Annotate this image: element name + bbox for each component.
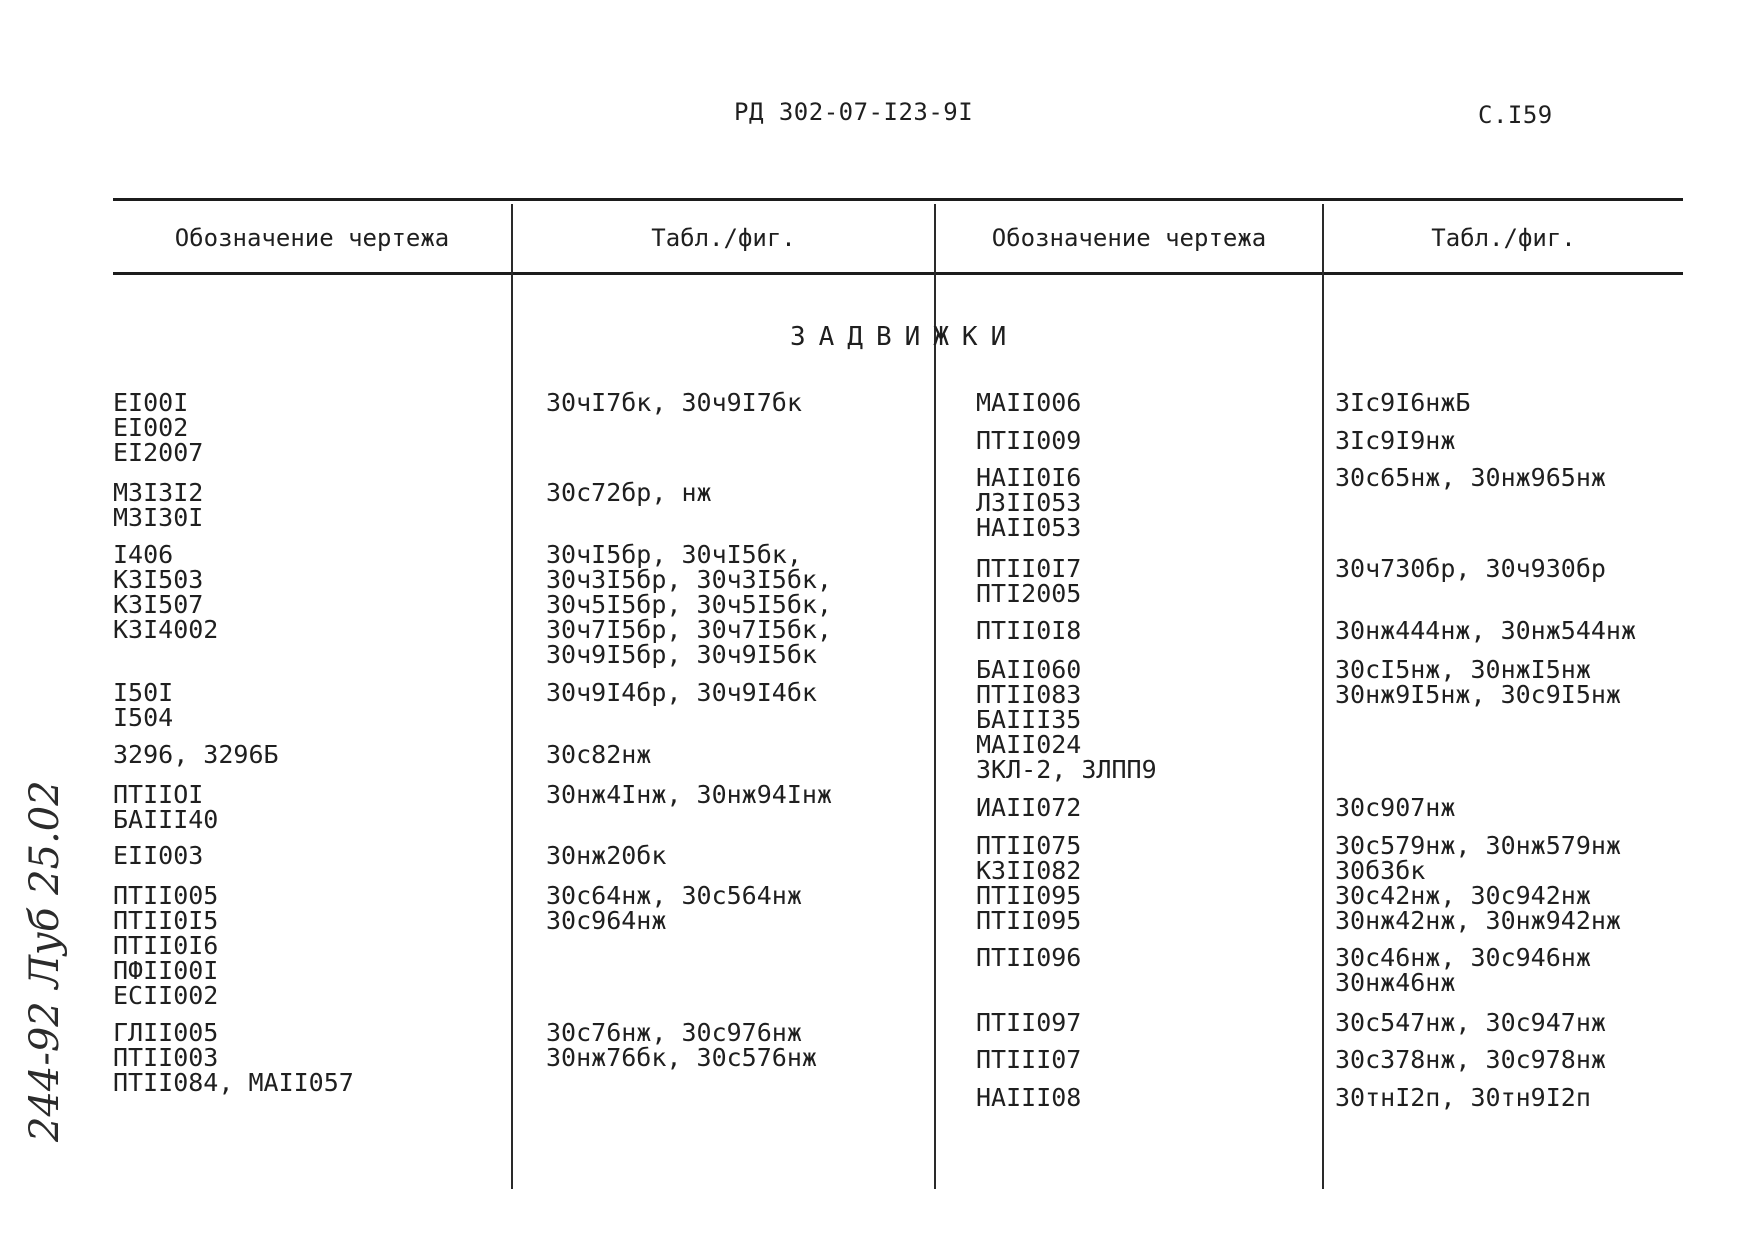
right-table-cell: 30с907нж bbox=[1335, 793, 1456, 822]
handwritten-margin-note: 244-92 Луб 25.02 bbox=[22, 780, 68, 1142]
left-designation-cell: ПТIIOI БАIII40 bbox=[113, 780, 219, 834]
right-designation-cell: НАII0I6 Л3II053 НАII053 bbox=[976, 463, 1082, 542]
right-table-cell: 30ч730бр, 30ч930бр bbox=[1335, 554, 1606, 583]
page-number: С.I59 bbox=[1478, 101, 1553, 129]
left-designation-cell: ГЛII005 ПТII003 ПТII084, MAII057 bbox=[113, 1018, 354, 1097]
left-table-cell: 30с76нж, 30с976нж 30нж76бк, 30с576нж bbox=[546, 1018, 817, 1072]
right-table-cell: 30с42нж, 30с942нж bbox=[1335, 881, 1591, 910]
left-table-cell: 30ч9I4бр, 30ч9I4бк bbox=[546, 678, 817, 707]
col-header-designation-left: Обозначение чертежа bbox=[174, 224, 450, 252]
left-table-cell: 30с82нж bbox=[546, 740, 652, 769]
left-designation-cell: I50I I504 bbox=[113, 678, 174, 732]
right-designation-cell: ПТIII07 bbox=[976, 1045, 1082, 1074]
right-designation-cell: НАIII08 bbox=[976, 1083, 1082, 1112]
left-designation-cell: 3296, 3296Б bbox=[113, 740, 279, 769]
left-table-cell: 30чI7бк, 30ч9I7бк bbox=[546, 388, 802, 417]
col-header-table-right: Табл./фиг. bbox=[1431, 224, 1576, 252]
right-table-cell: 30тнI2п, 30тн9I2п bbox=[1335, 1083, 1591, 1112]
right-table-cell: 30с579нж, 30нж579нж 30б3бк bbox=[1335, 831, 1621, 885]
col-header-designation-right: Обозначение чертежа bbox=[991, 224, 1267, 252]
right-table-cell: 30сI5нж, 30нжI5нж bbox=[1335, 655, 1591, 684]
left-table-cell: 30нж20бк bbox=[546, 841, 667, 870]
right-table-cell: 30с46нж, 30с946нж 30нж46нж bbox=[1335, 943, 1591, 997]
column-divider-3 bbox=[1322, 204, 1324, 1189]
right-table-cell: 3Iс9I9нж bbox=[1335, 426, 1456, 455]
table-top-rule bbox=[113, 198, 1683, 201]
right-designation-cell: ПТII009 bbox=[976, 426, 1082, 455]
left-designation-cell: EII003 bbox=[113, 841, 204, 870]
left-table-cell: 30нж4Iнж, 30нж94Iнж bbox=[546, 780, 832, 809]
left-designation-cell: ПТII005 ПТII0I5 ПТII0I6 ПФII00I ЕСII002 bbox=[113, 881, 219, 1010]
right-designation-cell: ПТII0I7 ПТI2005 bbox=[976, 554, 1082, 608]
right-designation-cell: ПТII097 bbox=[976, 1008, 1082, 1037]
right-table-cell: 30нж9I5нж, 30с9I5нж bbox=[1335, 680, 1621, 709]
left-table-cell: 30с64нж, 30с564нж 30с964нж bbox=[546, 881, 802, 935]
right-table-cell: 30с378нж, 30с978нж bbox=[1335, 1045, 1606, 1074]
right-designation-cell: ПТII096 bbox=[976, 943, 1082, 972]
right-table-cell: 30нж444нж, 30нж544нж bbox=[1335, 616, 1637, 645]
right-designation-cell: БАII060 bbox=[976, 655, 1082, 684]
left-designation-cell: I406 K3I503 K3I507 K3I4002 bbox=[113, 540, 219, 644]
right-table-cell: 3Iс9I6нжБ bbox=[1335, 388, 1471, 417]
section-title: ЗАДВИЖКИ bbox=[790, 322, 1020, 352]
left-table-cell: 30с72бр, нж bbox=[546, 478, 712, 507]
right-designation-cell: ПТII095 bbox=[976, 906, 1082, 935]
column-divider-1 bbox=[511, 204, 513, 1189]
document-code: РД 302-07-I23-9I bbox=[734, 98, 974, 126]
right-designation-cell: ПТII095 bbox=[976, 881, 1082, 910]
table-header-rule bbox=[113, 272, 1683, 275]
right-designation-cell: MAII006 bbox=[976, 388, 1082, 417]
left-table-cell: 30чI5бр, 30чI5бк, 30ч3I5бр, 30ч3I5бк, 30ч5I5бр, 30ч5I5бк, 30ч7I5бр, 30ч7I5бк, 30ч9I5бр, 30ч9I5бк bbox=[546, 540, 832, 669]
right-designation-cell: ПТII075 К3II082 bbox=[976, 831, 1082, 885]
right-designation-cell: ПТII083 БАIII35 MAII024 ЗКЛ-2, ЗЛПП9 bbox=[976, 680, 1157, 784]
right-designation-cell: ПТII0I8 bbox=[976, 616, 1082, 645]
col-header-table-left: Табл./фиг. bbox=[651, 224, 796, 252]
left-designation-cell: EI00I EI002 EI2007 bbox=[113, 388, 204, 467]
right-table-cell: 30нж42нж, 30нж942нж bbox=[1335, 906, 1621, 935]
right-table-cell: 30с547нж, 30с947нж bbox=[1335, 1008, 1606, 1037]
right-table-cell: 30с65нж, 30нж965нж bbox=[1335, 463, 1606, 492]
right-designation-cell: ИАII072 bbox=[976, 793, 1082, 822]
left-designation-cell: M3I3I2 M3I30I bbox=[113, 478, 204, 532]
